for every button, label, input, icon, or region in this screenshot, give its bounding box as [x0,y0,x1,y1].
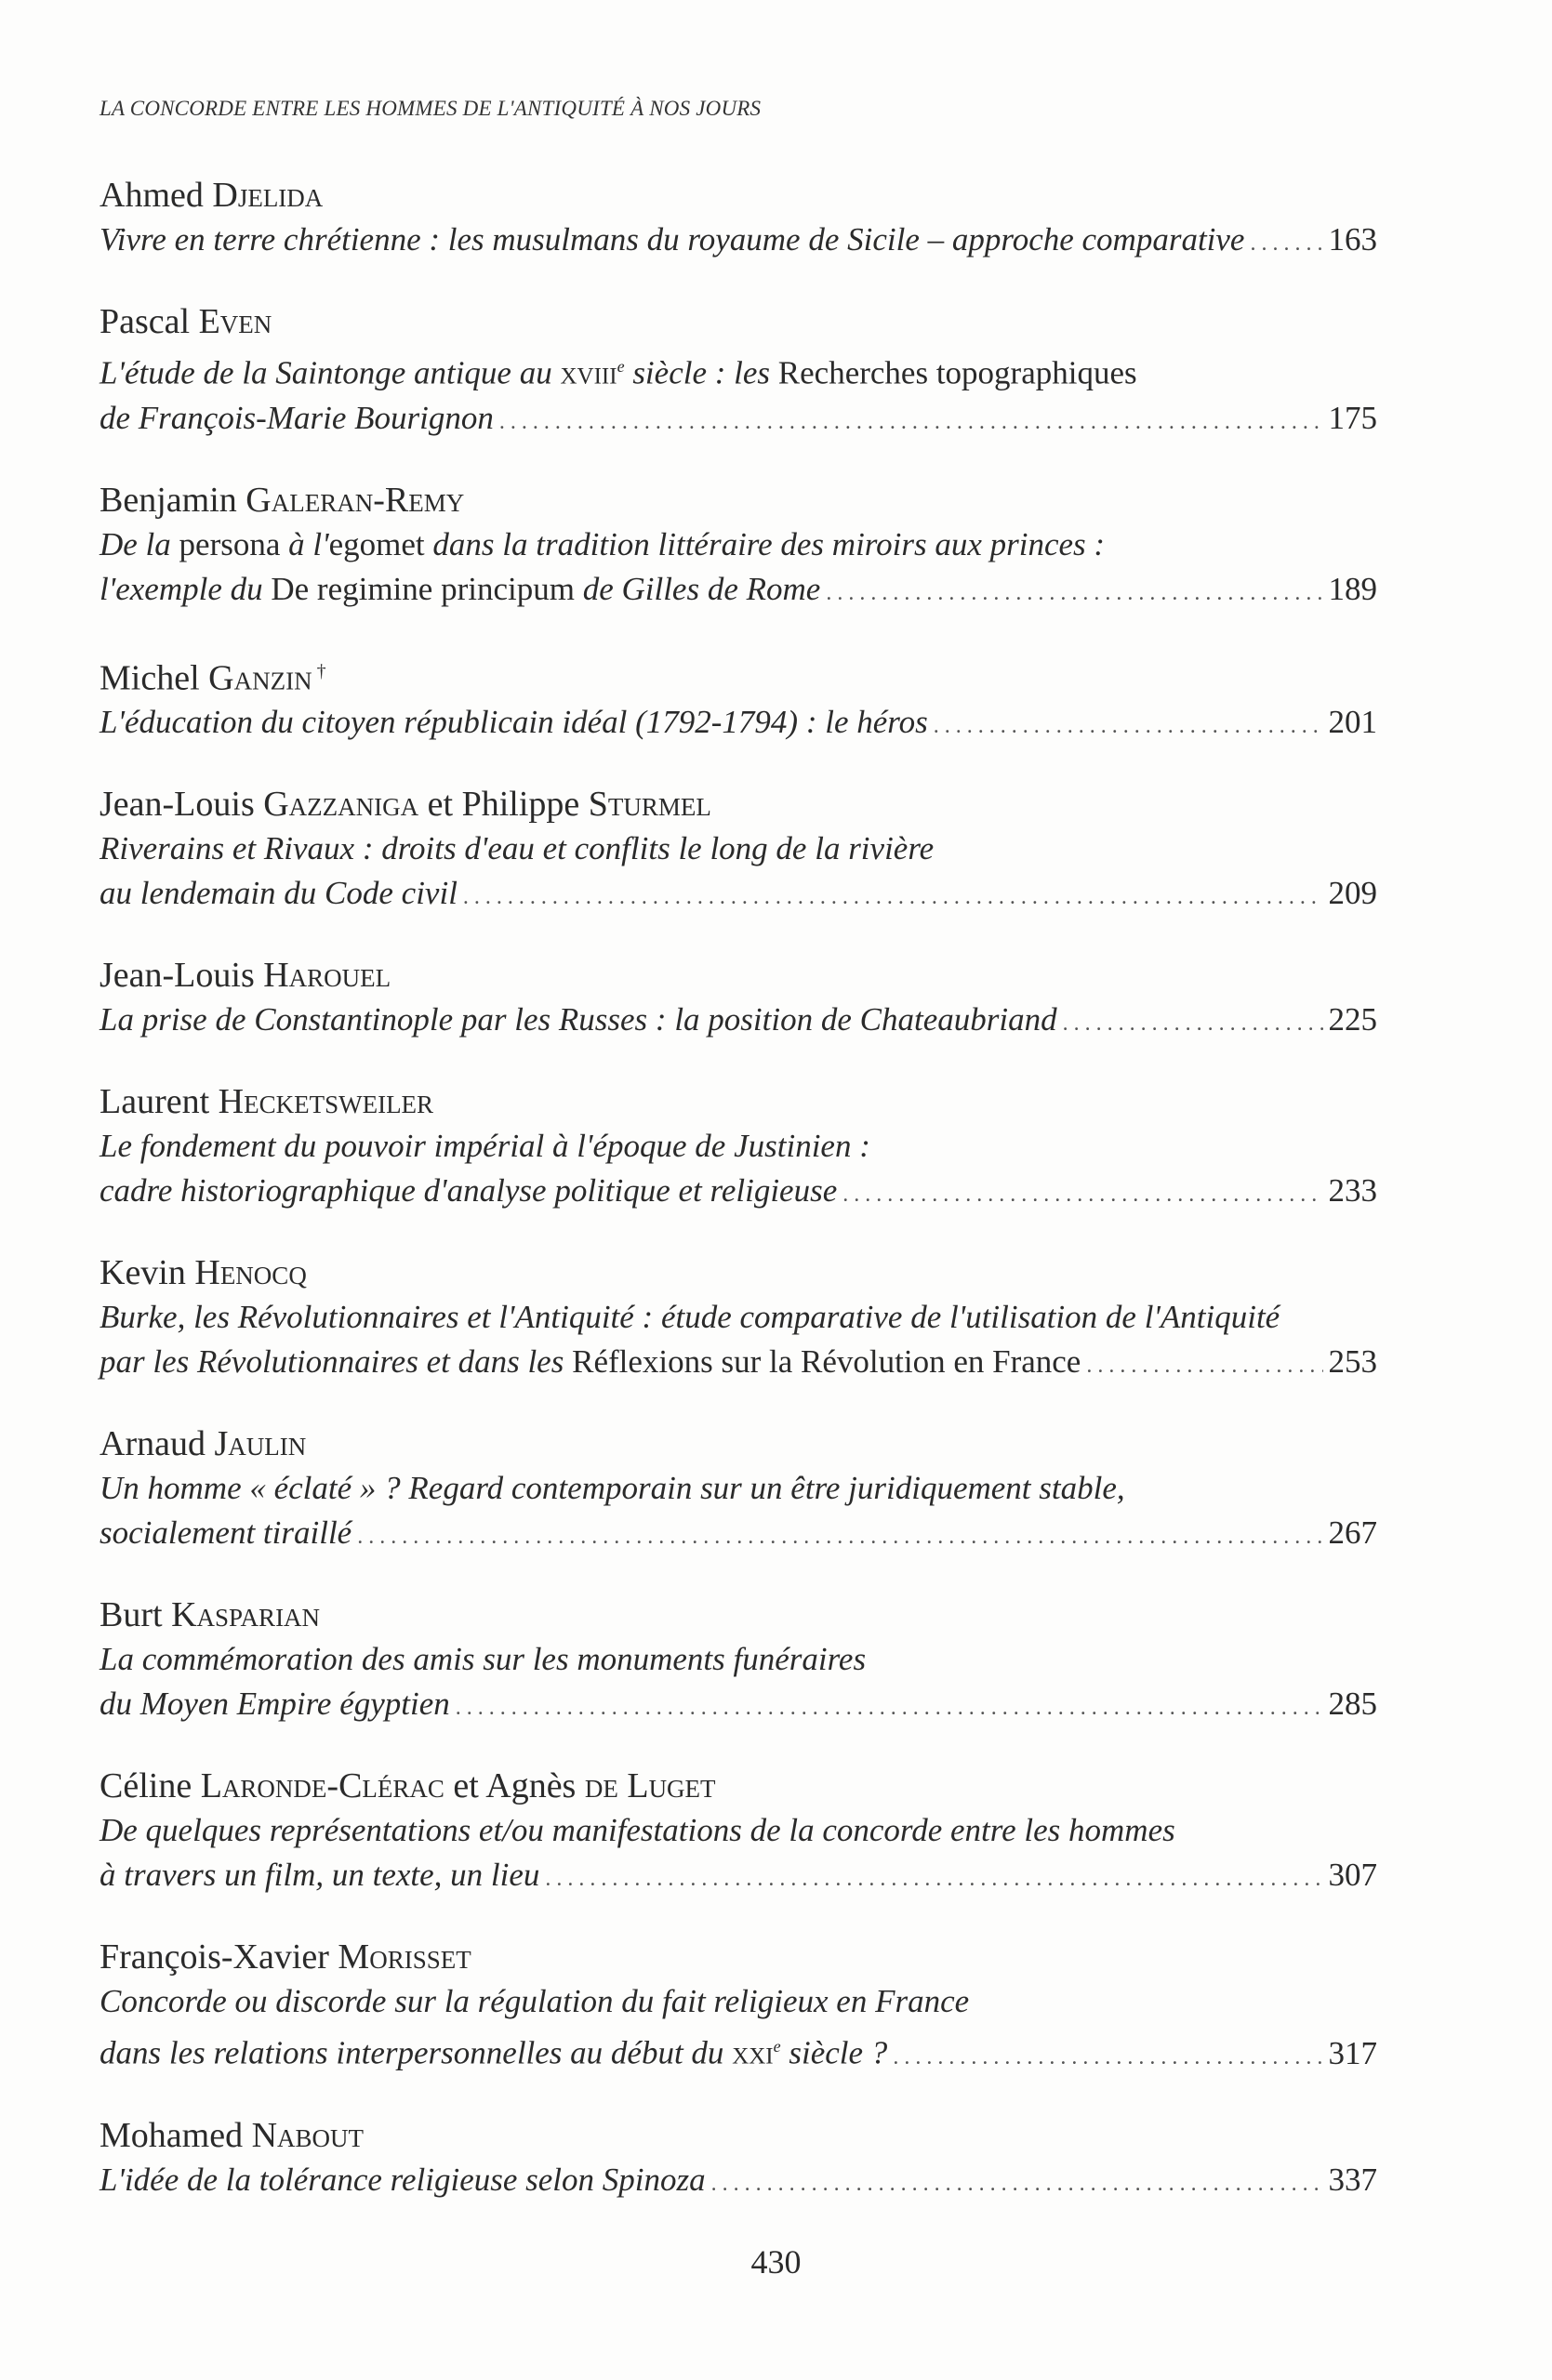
leader-dots [357,1514,1322,1559]
entry-title: Un homme « éclaté » ? Regard contemporain sur un être juridiquement stable, [99,1470,1125,1507]
entry-title: L'éducation du citoyen républicain idéal (1792-1794) : le héros . . . 201 [99,700,1377,748]
leader-dots [893,2035,1322,2080]
entry-title: De la persona à l'egomet dans la tradition littéraire des miroirs aux princes : [99,525,1106,562]
toc-entry [99,782,1377,919]
entry-author: Ahmed Djelida [99,176,324,215]
entry-page-number: 253 [1328,1343,1377,1381]
entry-author: Jean-Louis Gazzaniga et Philippe Sturmel [99,785,711,825]
entry-title: L'étude de la Saintonge antique au xviii$^e$ siècle : les Recherches topographiques [99,354,1137,391]
entry-title: par les Révolutionnaires et dans les Réflexions sur la Révolution en France . . . 253 [99,1340,1377,1388]
entry-page-number: 201 [1328,704,1377,741]
toc-entry [99,478,1377,615]
entry-page-number: 209 [1328,875,1377,912]
entry-title: socialement tiraillé . . . 267 [99,1511,1377,1559]
entry-title: La prise de Constantinople par les Russes : la position de Chateaubriand . . . 225 [99,998,1377,1046]
entry-title: La commémoration des amis sur les monuments funéraires [99,1641,867,1678]
entry-author: Laurent Hecketsweiler [99,1082,434,1122]
toc-entry [99,2113,1377,2206]
toc-entry [99,173,1377,266]
entry-page-number: 189 [1328,570,1377,607]
entry-author: François-Xavier Morisset [99,1937,471,1977]
entry-title: Concorde ou discorde sur la régulation du fait religieux en France [99,1983,970,2020]
entry-author: Céline Laronde-Clérac et Agnès de Luget [99,1766,716,1806]
leader-dots [456,1686,1323,1730]
leader-dots [499,400,1323,444]
toc-entry [99,649,1377,749]
toc-entry [99,1935,1377,2080]
toc-entry [99,299,1377,444]
toc-entry [99,1250,1377,1388]
leader-dots [545,1857,1322,1901]
entry-title: l'exemple du De regimine principum de Gilles de Rome . . . 189 [99,567,1377,615]
running-header: LA CONCORDE ENTRE LES HOMMES DE L'ANTIQUITÉ À NOS JOURS [99,97,762,120]
entry-title: du Moyen Empire égyptien . . . 285 [99,1682,1377,1730]
entry-title: dans les relations interpersonnelles au début du xxi$^e$ siècle ? . . . 317 [99,2024,1377,2080]
entry-title: Le fondement du pouvoir impérial à l'époque de Justinien : [99,1128,870,1165]
toc-entry [99,1593,1377,1730]
entry-page-number: 267 [1328,1514,1377,1552]
entry-author: Kevin Henocq [99,1253,307,1293]
leader-dots [1250,221,1322,266]
entry-page-number: 337 [1328,2161,1377,2198]
leader-dots [1086,1343,1322,1388]
entry-title: Burke, les Révolutionnaires et l'Antiquité : étude comparative de l'utilisation de l'Antiquité [99,1299,1280,1336]
entry-author: Jean-Louis Harouel [99,956,391,996]
entry-title: De quelques représentations et/ou manifestations de la concorde entre les hommes [99,1812,1175,1849]
leader-dots [711,2162,1323,2206]
leader-dots [463,875,1323,919]
leader-dots [934,704,1323,748]
entry-page-number: 317 [1328,2034,1377,2071]
entry-author: Arnaud Jaulin [99,1424,307,1464]
entry-title: Riverains et Rivaux : droits d'eau et conflits le long de la rivière [99,830,935,867]
entry-page-number: 285 [1328,1686,1377,1723]
entry-page-number: 233 [1328,1172,1377,1210]
toc-entry [99,1079,1377,1217]
leader-dots [1063,1001,1323,1046]
entry-page-number: 307 [1328,1857,1377,1894]
entry-author: Michel Ganzin † [99,658,326,698]
entry-author: Burt Kasparian [99,1595,321,1635]
toc-entry [99,953,1377,1046]
toc-entry [99,1764,1377,1901]
leader-dots [826,571,1322,615]
entry-author: Mohamed Nabout [99,2115,365,2155]
toc-entry [99,1421,1377,1559]
entry-title: Vivre en terre chrétienne : les musulmans du royaume de Sicile – approche comparative . . . 163 [99,218,1377,266]
entry-page-number: 175 [1328,399,1377,436]
entry-author: Pascal Even [99,302,272,341]
entry-title: cadre historiographique d'analyse politique et religieuse . . . 233 [99,1169,1377,1217]
entry-page-number: 225 [1328,1001,1377,1038]
entry-title: de François-Marie Bourignon . . . 175 [99,396,1377,444]
page-number: 430 [750,2243,802,2281]
entry-title: au lendemain du Code civil . . . 209 [99,871,1377,919]
entry-title: à travers un film, un texte, un lieu . . . 307 [99,1853,1377,1901]
table-of-contents [99,173,1377,2240]
entry-page-number: 163 [1328,221,1377,258]
entry-author: Benjamin Galeran-Remy [99,480,465,520]
leader-dots [842,1172,1322,1217]
entry-title: L'idée de la tolérance religieuse selon Spinoza . . . 337 [99,2158,1377,2206]
